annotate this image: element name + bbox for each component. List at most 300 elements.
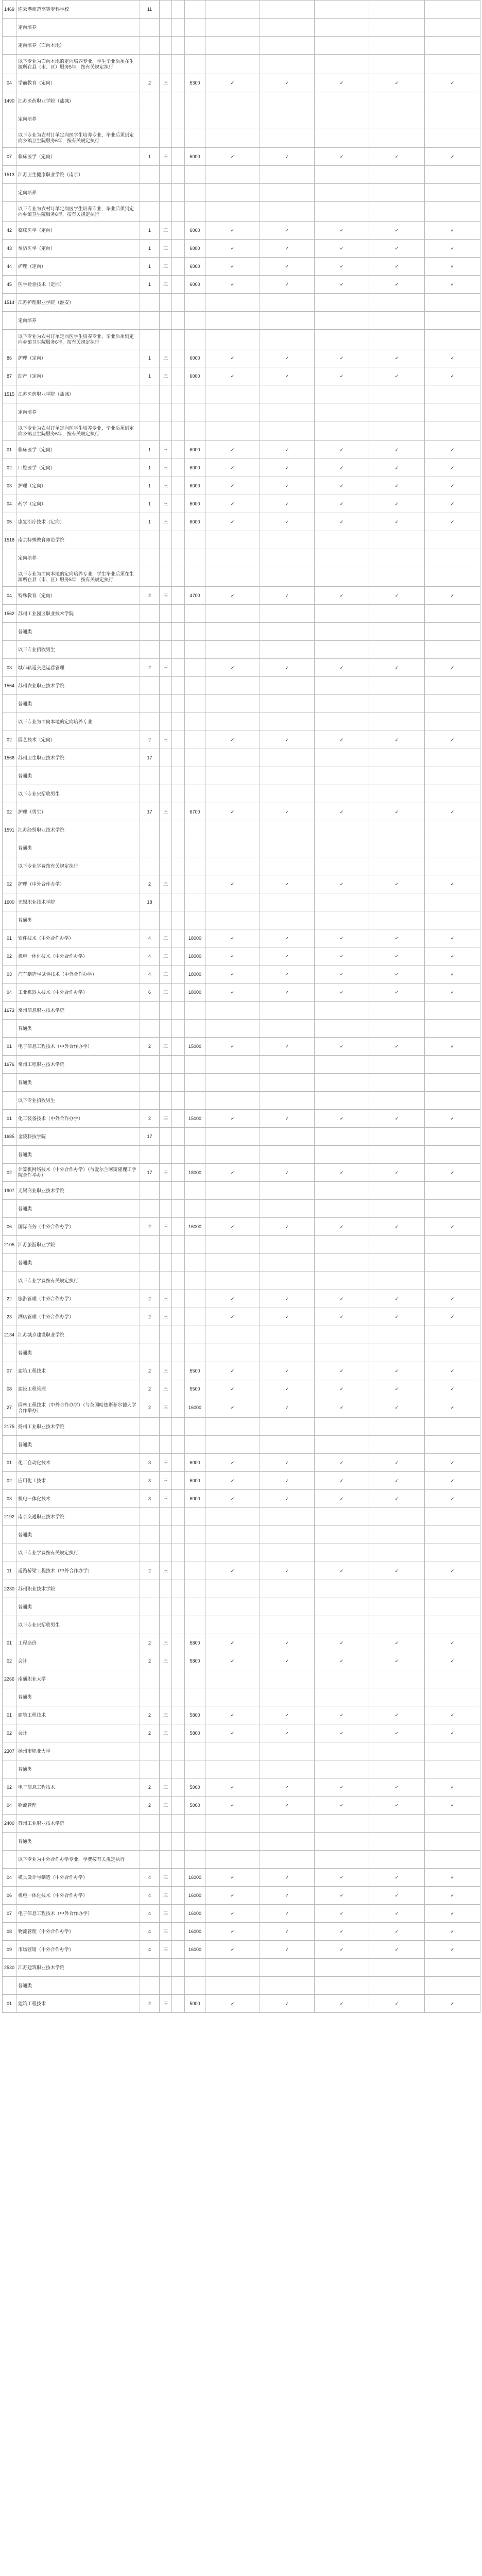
row-blank	[172, 1418, 185, 1436]
row-mark: ✓	[369, 1110, 425, 1128]
row-duration: 三	[160, 1724, 172, 1742]
row-name: 康复治疗技术（定向）	[16, 513, 140, 531]
row-mark: ✓	[425, 495, 480, 513]
row-mark: ✓	[205, 459, 260, 477]
table-row	[3, 767, 480, 785]
row-mark	[260, 1436, 315, 1454]
row-name: 护理（定向）	[16, 258, 140, 276]
row-code: 2530	[3, 1959, 16, 1977]
row-count: 4	[140, 1869, 160, 1887]
row-blank	[172, 1869, 185, 1887]
row-count: 1	[140, 148, 160, 166]
row-mark: ✓	[369, 1308, 425, 1326]
row-code	[3, 110, 16, 128]
row-mark: ✓	[425, 1706, 480, 1724]
row-mark	[315, 1977, 369, 1995]
row-name: 化工自动化技术	[16, 1454, 140, 1472]
row-count: 1	[140, 459, 160, 477]
row-mark	[425, 767, 480, 785]
row-mark	[315, 1128, 369, 1146]
row-mark	[205, 1182, 260, 1200]
row-mark	[205, 1128, 260, 1146]
row-mark	[315, 1670, 369, 1688]
table-row	[3, 1418, 480, 1436]
row-code: 1490	[3, 92, 16, 110]
row-duration	[160, 549, 172, 567]
row-duration: 三	[160, 1164, 172, 1182]
row-duration	[160, 1833, 172, 1851]
row-name: 定向培养	[16, 110, 140, 128]
row-count	[140, 110, 160, 128]
table-row	[3, 1236, 480, 1254]
row-count	[140, 695, 160, 713]
row-mark	[260, 1815, 315, 1833]
table-row	[3, 965, 480, 984]
row-name: 以下专业只招收男生	[16, 1616, 140, 1634]
row-count	[140, 403, 160, 421]
row-blank	[172, 713, 185, 731]
row-duration: 三	[160, 240, 172, 258]
table-row	[3, 1941, 480, 1959]
row-mark: ✓	[369, 258, 425, 276]
row-name: 口腔医学（定向）	[16, 459, 140, 477]
row-duration	[160, 1670, 172, 1688]
row-mark: ✓	[315, 1797, 369, 1815]
row-mark	[369, 1742, 425, 1760]
row-fee	[185, 731, 205, 749]
row-code: 02	[3, 1164, 16, 1182]
row-mark: ✓	[425, 349, 480, 367]
row-mark	[369, 1616, 425, 1634]
row-mark: ✓	[260, 1995, 315, 2013]
row-name: 临床医学（定向）	[16, 441, 140, 459]
row-mark	[369, 1436, 425, 1454]
row-blank	[172, 1797, 185, 1815]
table-row	[3, 1110, 480, 1128]
row-mark	[205, 1688, 260, 1706]
row-mark: ✓	[260, 1652, 315, 1670]
row-fee	[185, 1290, 205, 1308]
row-code	[3, 1436, 16, 1454]
row-fee	[185, 1092, 205, 1110]
row-mark: ✓	[425, 587, 480, 605]
row-code: 02	[3, 1652, 16, 1670]
row-mark	[425, 1344, 480, 1362]
table-row	[3, 1362, 480, 1380]
row-code	[3, 128, 16, 148]
table-row	[3, 1128, 480, 1146]
row-name: 建筑工程技术	[16, 1995, 140, 2013]
row-mark: ✓	[369, 1454, 425, 1472]
row-blank	[172, 184, 185, 202]
row-name: 会计	[16, 1652, 140, 1670]
row-count	[140, 1670, 160, 1688]
row-duration: 三	[160, 947, 172, 965]
row-count: 2	[140, 1706, 160, 1724]
row-count: 3	[140, 1454, 160, 1472]
row-blank	[172, 294, 185, 312]
row-fee: 16000	[185, 1905, 205, 1923]
row-code: 1591	[3, 821, 16, 839]
row-blank	[172, 1616, 185, 1634]
row-code: 1469	[3, 1, 16, 19]
row-mark	[205, 713, 260, 731]
row-mark: ✓	[315, 1995, 369, 2013]
table-body	[3, 1, 480, 2013]
row-name: 助产（定向）	[16, 367, 140, 385]
row-fee: 4700	[185, 587, 205, 605]
row-name: 建筑工程技术	[16, 1706, 140, 1724]
row-duration: 三	[160, 587, 172, 605]
row-duration	[160, 713, 172, 731]
row-mark	[369, 531, 425, 549]
row-name: 以下专业为面向本地的定向培养专业，学生毕业后须在生源所在县（市、区）服务5年，按有关规定执行	[16, 55, 140, 74]
row-code	[3, 839, 16, 857]
row-mark: ✓	[315, 477, 369, 495]
row-name: 以下专业为农村订单定向医学生培养专业，毕业后须到定向乡镇卫生院服务6年，按有关规定执行	[16, 128, 140, 148]
row-name: 普通类	[16, 1977, 140, 1995]
row-mark: ✓	[260, 965, 315, 984]
row-count: 17	[140, 1164, 160, 1182]
row-duration	[160, 605, 172, 623]
row-fee	[185, 549, 205, 567]
row-fee	[185, 695, 205, 713]
row-name: 旅游管理（中外合作办学）	[16, 1290, 140, 1308]
row-mark	[205, 330, 260, 349]
row-count	[140, 605, 160, 623]
row-mark	[315, 911, 369, 929]
row-blank	[172, 385, 185, 403]
row-duration	[160, 1418, 172, 1436]
row-mark	[315, 893, 369, 911]
row-name: 以下专业为中外合作办学专业，学费按有关规定执行	[16, 1851, 140, 1869]
row-fee	[185, 1580, 205, 1598]
row-mark	[315, 821, 369, 839]
table-row	[3, 1344, 480, 1362]
row-mark	[425, 1074, 480, 1092]
table-row	[3, 1092, 480, 1110]
row-name: 化工装备技术（中外合作办学）	[16, 1110, 140, 1128]
row-code	[3, 1526, 16, 1544]
row-count	[140, 1200, 160, 1218]
row-blank	[172, 857, 185, 875]
row-mark: ✓	[369, 459, 425, 477]
row-mark	[315, 1815, 369, 1833]
row-mark	[369, 1760, 425, 1778]
row-mark	[260, 605, 315, 623]
row-mark: ✓	[205, 1724, 260, 1742]
row-code: 02	[3, 459, 16, 477]
row-blank	[172, 567, 185, 587]
row-blank	[172, 1038, 185, 1056]
row-mark	[425, 641, 480, 659]
row-mark: ✓	[205, 965, 260, 984]
row-mark	[260, 785, 315, 803]
row-mark	[315, 55, 369, 74]
row-mark: ✓	[369, 1164, 425, 1182]
row-mark	[425, 1056, 480, 1074]
row-code	[3, 623, 16, 641]
row-mark	[425, 1544, 480, 1562]
row-code	[3, 641, 16, 659]
row-mark: ✓	[260, 984, 315, 1002]
row-code	[3, 767, 16, 785]
row-fee: 16000	[185, 1923, 205, 1941]
row-duration	[160, 92, 172, 110]
row-mark: ✓	[260, 1923, 315, 1941]
table-row	[3, 803, 480, 821]
row-code: 08	[3, 1923, 16, 1941]
row-mark: ✓	[205, 1218, 260, 1236]
row-mark	[315, 1959, 369, 1977]
row-duration	[160, 911, 172, 929]
row-mark	[315, 1544, 369, 1562]
row-blank	[172, 821, 185, 839]
table-row	[3, 110, 480, 128]
row-mark: ✓	[205, 240, 260, 258]
row-mark: ✓	[369, 513, 425, 531]
row-mark	[205, 202, 260, 222]
row-name: 医学检验技术（定向）	[16, 276, 140, 294]
row-name: 普通类	[16, 1436, 140, 1454]
row-mark	[260, 839, 315, 857]
row-duration	[160, 37, 172, 55]
row-code: 45	[3, 276, 16, 294]
table-row	[3, 128, 480, 148]
row-mark: ✓	[315, 148, 369, 166]
table-row	[3, 785, 480, 803]
table-row	[3, 821, 480, 839]
table-row	[3, 202, 480, 222]
row-fee	[185, 128, 205, 148]
row-mark: ✓	[205, 875, 260, 893]
row-mark	[425, 55, 480, 74]
table-row	[3, 1380, 480, 1398]
row-mark	[425, 1146, 480, 1164]
row-fee	[185, 749, 205, 767]
row-mark: ✓	[369, 1869, 425, 1887]
row-mark: ✓	[425, 1887, 480, 1905]
row-duration: 三	[160, 1110, 172, 1128]
row-mark	[425, 713, 480, 731]
row-count	[140, 202, 160, 222]
row-name: 以下专业招收男生	[16, 1092, 140, 1110]
row-count	[140, 128, 160, 148]
row-count	[140, 567, 160, 587]
row-duration: 三	[160, 495, 172, 513]
row-mark	[369, 1020, 425, 1038]
row-code: 04	[3, 1797, 16, 1815]
row-code: 2230	[3, 1580, 16, 1598]
row-name: 会计	[16, 1724, 140, 1742]
row-count	[140, 92, 160, 110]
row-duration: 三	[160, 1290, 172, 1308]
row-mark: ✓	[425, 459, 480, 477]
row-mark	[205, 549, 260, 567]
row-duration: 三	[160, 984, 172, 1002]
row-count	[140, 1526, 160, 1544]
row-mark	[205, 1236, 260, 1254]
row-mark: ✓	[260, 929, 315, 947]
row-mark: ✓	[315, 1887, 369, 1905]
row-duration	[160, 1959, 172, 1977]
row-count: 3	[140, 1472, 160, 1490]
row-mark	[260, 55, 315, 74]
row-code	[3, 911, 16, 929]
row-code: 06	[3, 1218, 16, 1236]
row-count	[140, 385, 160, 403]
row-mark	[425, 1742, 480, 1760]
row-mark: ✓	[205, 258, 260, 276]
table-row	[3, 1436, 480, 1454]
row-mark	[315, 1254, 369, 1272]
table-row	[3, 1038, 480, 1056]
row-fee	[185, 1977, 205, 1995]
row-blank	[172, 1326, 185, 1344]
row-mark	[369, 1598, 425, 1616]
row-mark: ✓	[369, 367, 425, 385]
row-blank	[172, 1092, 185, 1110]
row-blank	[172, 623, 185, 641]
row-mark: ✓	[369, 1652, 425, 1670]
row-mark: ✓	[205, 1290, 260, 1308]
row-count: 2	[140, 1218, 160, 1236]
row-count	[140, 294, 160, 312]
row-fee: 18000	[185, 1164, 205, 1182]
row-mark	[369, 1326, 425, 1344]
row-mark	[260, 911, 315, 929]
row-mark: ✓	[369, 875, 425, 893]
row-code: 07	[3, 1362, 16, 1380]
row-count	[140, 1977, 160, 1995]
row-code	[3, 1092, 16, 1110]
row-count	[140, 1236, 160, 1254]
table-row	[3, 875, 480, 893]
table-row	[3, 349, 480, 367]
row-code	[3, 713, 16, 731]
row-count	[140, 857, 160, 875]
row-code: 03	[3, 659, 16, 677]
table-row	[3, 1670, 480, 1688]
row-duration	[160, 202, 172, 222]
row-name: 以下专业学费按有关规定执行	[16, 1272, 140, 1290]
row-mark	[369, 37, 425, 55]
row-mark	[315, 202, 369, 222]
row-code	[3, 1616, 16, 1634]
row-mark	[369, 767, 425, 785]
row-mark: ✓	[425, 1995, 480, 2013]
table-row	[3, 1869, 480, 1887]
table-row	[3, 459, 480, 477]
row-code: 1515	[3, 385, 16, 403]
row-fee: 18000	[185, 947, 205, 965]
row-mark: ✓	[205, 1472, 260, 1490]
row-mark	[205, 1092, 260, 1110]
row-count	[140, 1815, 160, 1833]
row-code: 04	[3, 495, 16, 513]
row-code	[3, 312, 16, 330]
row-mark	[369, 92, 425, 110]
row-code: 02	[3, 1778, 16, 1797]
row-mark: ✓	[369, 659, 425, 677]
row-blank	[172, 312, 185, 330]
row-mark	[205, 623, 260, 641]
row-fee	[185, 1056, 205, 1074]
row-name: 普通类	[16, 839, 140, 857]
table-row	[3, 1254, 480, 1272]
row-code: 1513	[3, 166, 16, 184]
row-count: 1	[140, 276, 160, 294]
row-duration	[160, 312, 172, 330]
table-row	[3, 659, 480, 677]
row-mark	[369, 1580, 425, 1598]
row-mark	[260, 1977, 315, 1995]
row-mark: ✓	[315, 587, 369, 605]
row-fee	[185, 1760, 205, 1778]
row-fee: 6000	[185, 495, 205, 513]
row-mark	[369, 421, 425, 441]
row-mark	[315, 1418, 369, 1436]
row-mark	[315, 677, 369, 695]
row-count	[140, 839, 160, 857]
row-mark	[425, 385, 480, 403]
row-mark	[260, 641, 315, 659]
row-name: 物流管理	[16, 1797, 140, 1815]
row-mark: ✓	[205, 148, 260, 166]
row-count: 4	[140, 947, 160, 965]
row-duration	[160, 110, 172, 128]
row-code	[3, 1833, 16, 1851]
row-duration	[160, 623, 172, 641]
row-mark	[260, 1851, 315, 1869]
row-name: 普通类	[16, 695, 140, 713]
row-mark: ✓	[315, 731, 369, 749]
row-code	[3, 1851, 16, 1869]
row-duration: 三	[160, 659, 172, 677]
row-duration	[160, 1598, 172, 1616]
row-count: 1	[140, 477, 160, 495]
row-fee	[185, 1128, 205, 1146]
row-fee: 5000	[185, 1778, 205, 1797]
row-mark	[425, 294, 480, 312]
row-duration	[160, 1526, 172, 1544]
row-blank	[172, 1110, 185, 1128]
row-mark: ✓	[369, 1490, 425, 1508]
row-mark	[369, 1254, 425, 1272]
row-mark: ✓	[260, 1797, 315, 1815]
row-mark: ✓	[260, 1362, 315, 1380]
row-name: 江苏护理职业学院（淮安）	[16, 294, 140, 312]
row-mark: ✓	[315, 1490, 369, 1508]
row-count: 2	[140, 1797, 160, 1815]
row-blank	[172, 641, 185, 659]
row-mark	[369, 695, 425, 713]
row-mark: ✓	[369, 587, 425, 605]
row-name: 以下专业为农村订单定向医学生培养专业，毕业后须到定向乡镇卫生院服务6年，按有关规定执行	[16, 421, 140, 441]
row-fee	[185, 839, 205, 857]
row-mark	[425, 202, 480, 222]
row-mark: ✓	[315, 659, 369, 677]
row-mark: ✓	[205, 1887, 260, 1905]
row-name: 南京特殊教育师范学院	[16, 531, 140, 549]
row-duration	[160, 749, 172, 767]
row-mark	[205, 1815, 260, 1833]
row-mark	[260, 421, 315, 441]
row-mark: ✓	[425, 1290, 480, 1308]
row-mark	[260, 19, 315, 37]
row-fee	[185, 713, 205, 731]
row-mark	[315, 37, 369, 55]
